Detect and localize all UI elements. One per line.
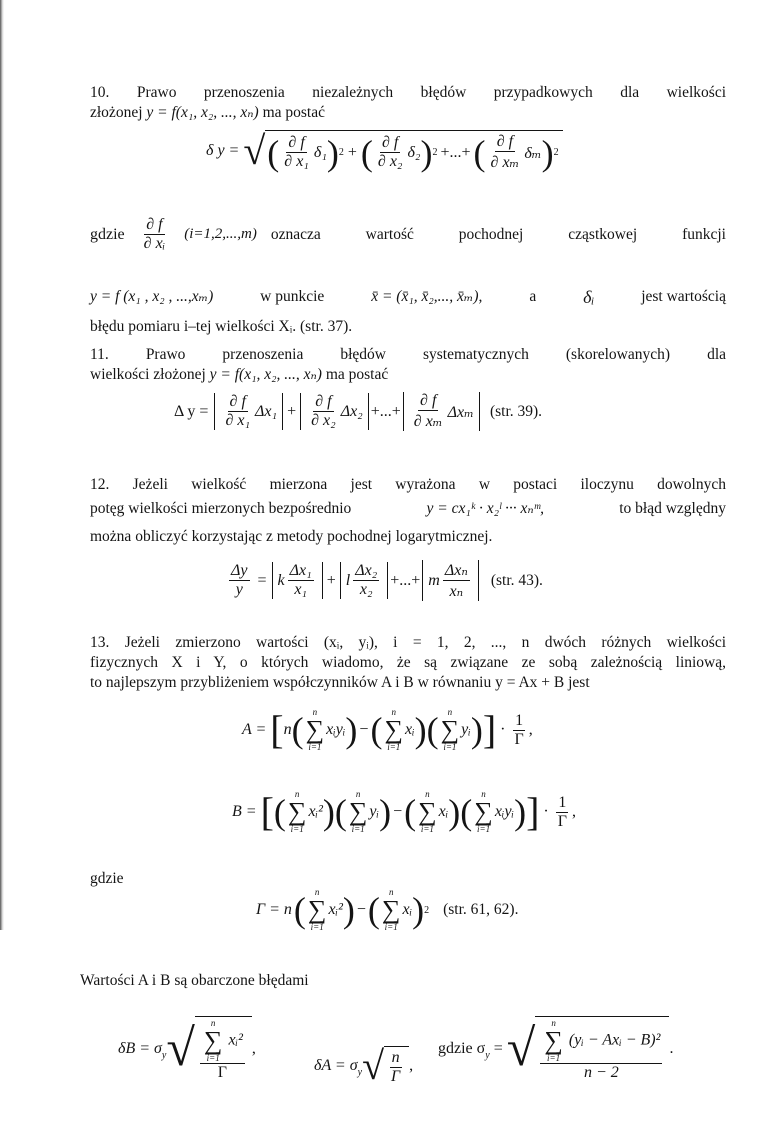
abs-term-2: $\frac{\partial f}{\text{∂ x₂}}$ Δx₂	[300, 393, 369, 430]
item11-line2: wielkości złożonej y = f(x₁, x₂, ..., xₙ) ma postać	[90, 366, 389, 383]
item10-line1: 10. Prawo przenoszenia niezależnych błędów przypadkowych dla wielkości	[90, 84, 726, 101]
formula-random-errors	[206, 130, 563, 172]
bottom-title: Wartości A i B są obarczone błędami	[80, 972, 309, 989]
item13-line3: to najlepszym przybliżeniem współczynników A i B w równaniu y = Ax + B jest	[90, 674, 590, 691]
item10-last-line: błędu pomiaru i–tej wielkości Xᵢ. (str. 37).	[90, 318, 353, 335]
formula-gamma: Γ = n ( n ∑ i=1 xᵢ² ) − ( n ∑ i=1 xᵢ ) 2 (str. 61, 62).	[256, 887, 519, 932]
formula-systematic-errors: Δ y = $\frac{\partial f}{\text{∂ x₁}}$ Δx₁ + $\frac{\partial f}{\text{∂ x₂}}$ Δx₂ +...+ $\frac{\partial f}{\text{∂ xₘ}}$ Δxₘ (str. 39).	[174, 392, 543, 430]
item13-line2: fizycznych X i Y, o których wiadomo, że są związane ze sobą zależnością liniową,	[90, 654, 726, 671]
item12-line2: potęg wielkości mierzonych bezpośrednio y = cx₁ᵏ · x₂ˡ ··· xₙᵐ, to błąd względny	[90, 500, 726, 517]
formula-A: A = [ n ( n ∑ i=1 xᵢyᵢ ) − ( n ∑ i=1 xᵢ )( n ∑ i=1 yᵢ ) ] · $\frac{1}{\Gamma}$ ,	[242, 707, 533, 752]
sqrt-sign: √	[243, 128, 266, 173]
sqrt-content: ( $\frac{\partial f}{\text{∂ x₁}}$ δ₁ ) 2 + ( $\frac{\partial f}{\text{∂ x₂}}$ δ₂ ) 2 +...+ ( $\frac{\partial f}{\text{∂ xₘ}}$ δₘ ) 2	[265, 130, 562, 172]
gdzie-definition: gdzie $\frac{\partial f}{\text{∂ xᵢ}}$ (i=1,2,...,m) oznacza wartość pochodnej cząstkowej funkcji	[90, 216, 726, 252]
item13-line1: 13. Jeżeli zmierzono wartości (xᵢ, yᵢ), i = 1, 2, ..., n dwóch różnych wielkości	[90, 634, 726, 651]
frac-df-dxm: $\frac{\partial f}{\text{∂ xₘ}}$	[490, 133, 520, 171]
item10-function: y = f(x₁, x₂, ..., xₙ)	[146, 104, 259, 121]
item12-line3: można obliczyć korzystając z metody pochodnej logarytmicznej.	[90, 528, 493, 545]
formula-sigma: gdzie σ $_y$ = √ n ∑ i=1 (yᵢ − Axᵢ − B)² n − 2 .	[438, 1018, 674, 1081]
item11-line1: 11. Prawo przenoszenia błędów systematycznych (skorelowanych) dla	[90, 346, 726, 363]
formula-B: B = [ ( n ∑ i=1 xᵢ² )( n ∑ i=1 yᵢ ) − ( n ∑ i=1 xᵢ )( n ∑ i=1 xᵢyᵢ ) ] · $\frac{1}{\Gamma}$ ,	[232, 789, 576, 834]
item10-line-point: y = f (x₁ , x₂ , ...,xₘ) w punkcie x̄ = (x̄₁, x̄₂,..., x̄ₘ), a δᵢ jest wartością	[90, 287, 726, 307]
formula-dA: δA = σ $_y$ √ $\frac{n}{\Gamma}$ ,	[314, 1043, 414, 1088]
abs-term-1: $\frac{\partial f}{\text{∂ x₁}}$ Δx₁	[214, 393, 283, 430]
item12-line1: 12. Jeżeli wielkość mierzona jest wyrażona w postaci iloczynu dowolnych	[90, 476, 726, 493]
formula-lhs: δ y =	[206, 142, 240, 159]
frac-df-dxi: $\frac{\partial f}{\text{∂ xᵢ}}$	[143, 216, 166, 252]
frac-df-dx2: $\frac{\partial f}{\text{∂ x₂}}$	[377, 134, 403, 170]
frac-df-dx1: $\frac{\partial f}{\text{∂ x₁}}$	[284, 134, 309, 170]
formula-dB: δB = σ $_y$ √ n ∑ i=1 xᵢ² Γ ,	[118, 1018, 256, 1081]
item10-line2: złożonej y = f(x₁, x₂, ..., xₙ) ma postać	[90, 104, 325, 121]
item13-gdzie: gdzie	[90, 870, 124, 887]
abs-term-m: $\frac{\partial f}{\text{∂ xₘ}}$ Δxₘ	[403, 392, 480, 431]
formula-log-derivative: $\frac{\Delta y}{y}$ = k $\frac{\text{Δx₁}}{\text{x₁}}$ + l $\frac{\text{Δx₂}}{\text{x₂}}$ +...+ m $\frac{\text{Δxₙ}}{\text{xₙ}}$ (str. 43).	[231, 562, 543, 600]
